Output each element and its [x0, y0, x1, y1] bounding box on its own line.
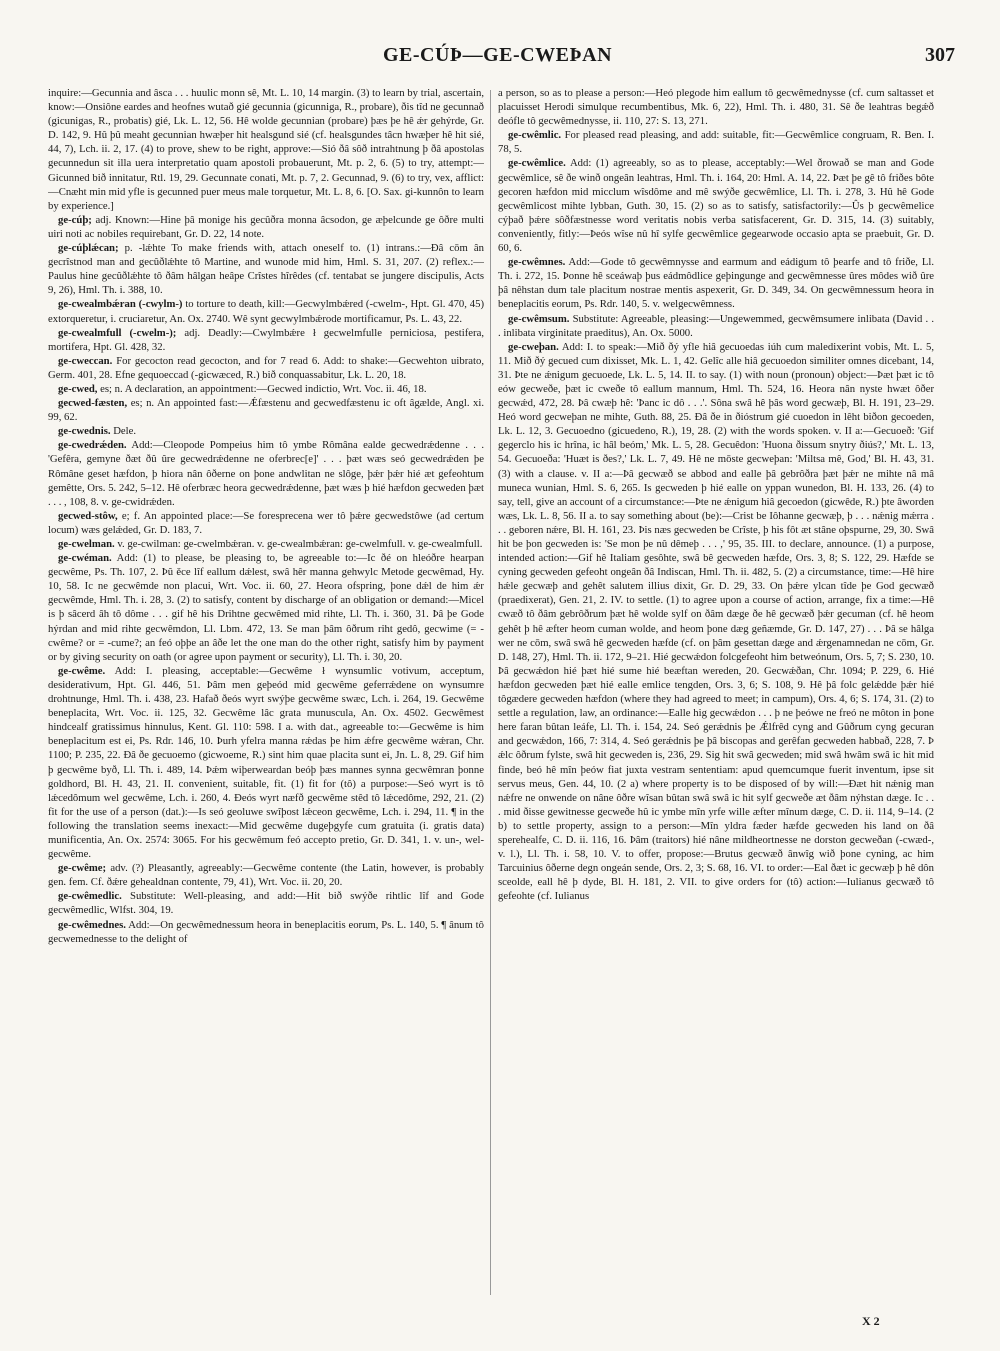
- headword: ge-cwealmfull (-cwelm-);: [58, 326, 177, 339]
- dictionary-entry: [48, 396, 484, 424]
- entry-text: Add:—On gecwêmednessum heora in beneplacitis eorum, Ps. L. 140, 5. ¶ ânum tô gecwemednesse to the delight of: [48, 918, 484, 945]
- dictionary-entry: [48, 918, 484, 946]
- dictionary-entry: [48, 551, 484, 664]
- entry-text: adv. (?) Pleasantly, agreeably:—Gecwême contente (the Latin, however, is probably gen. fem. Cf. ðǽre gehealdnan contente, 79, 41), Wrt. Voc. ii. 20, 20.: [48, 862, 484, 889]
- entry-text: es; n. A declaration, an appointment:—Gecwed indictio, Wrt. Voc. ii. 46, 18.: [100, 382, 427, 395]
- headword: gecwed-fæsten,: [58, 397, 128, 410]
- dictionary-entry: [48, 861, 484, 889]
- dictionary-entry: [48, 537, 484, 551]
- dictionary-entry: [498, 156, 934, 255]
- left-column: [48, 86, 484, 1301]
- entry-text: e; f. An appointed place:—Se foresprecena wer tô þǽre gecwedstôwe (ad certum locum) wæs gelǽded, Gr. D. 183, 7.: [48, 509, 484, 536]
- entry-text: v. ge-cwilman: ge-cwelmbǽran. v. ge-cwealmbǽran: ge-cwelmfull. v. ge-cwealmfull.: [117, 538, 483, 550]
- headword: ge-cwedrǽden.: [58, 439, 127, 452]
- entry-text: Add: (1) to please, be pleasing to, be agreeable to:—Ic ðé on hleóðre hearpan gecwême, Ps. Th. 107, 2. Þû ěce lîf eallum dǽlest, swâ hêr manna gehwylc Metode gecwêmad, Hy. 10, 58. Ic ne gecwêmde non placui, Wrt. Voc. ii. 60, 27. Heora ofspring, þone dǽl de him ǽr gecwêmde, Hml. Th. i. 28, 3. (2) to satisfy, content by discharge of an obligation or demand:—Micel is þ sâcerd âh tô dôme . . . gif hê his Drihtne gecwêmed mid rihte, Ll. Th. i. 360, 31. Þâ þe Gode hýrdan and mid rihte gecwêmdon, Ll. Lbm. 472, 13. Se man þâm ôðrum riht gedô, gecwime (= -cwême? or = -cume?; an feó oþþe an âðe let the one man do the other right, satisfy him by payment or by giving security on oath (or agree upon payment or security), Ll. Th. i. 30, 20.: [48, 552, 484, 663]
- dictionary-entry: [498, 128, 934, 156]
- entry-text: es; n. An appointed fast:—Ǽfæstenu and gecwedfæstenu ic oft âgælde, Angl. xi. 99, 62.: [48, 397, 484, 424]
- headword: ge-cwêmnes.: [508, 256, 566, 269]
- headword: ge-cwednis.: [58, 425, 111, 438]
- headword: ge-cwelman.: [58, 538, 115, 550]
- entry-text: Substitute: Well-pleasing, and add:—Hit bið swýðe rihtlic lîf and Gode gecwêmedlic, Wlfst. 304, 19.: [48, 890, 484, 917]
- headword: ge-cwême;: [58, 862, 107, 875]
- dictionary-entry: [48, 86, 484, 213]
- dictionary-entry: [48, 297, 484, 325]
- headword: ge-cweþan.: [508, 340, 559, 353]
- dictionary-entry: [48, 889, 484, 917]
- dictionary-entry: [48, 438, 484, 508]
- entry-text: Substitute: Agreeable, pleasing:—Ungewemmed, gecwêmsumere inlibata (David . . . inlibata virginitate praeditus), An. Ox. 5000.: [498, 312, 934, 339]
- dictionary-entry: [48, 509, 484, 537]
- entry-text: Add: I. to speak:—Mið ðý yfle hiâ gecuoedas iúh cum maledixerint vobis, Mt. L. 5, 11. Mið ðý gecued cum dixisset, Mk. L. 1, 42. Gelîc alle hiâ gecuoedon similiter omnes dicebant, 14, 31. Þte ne ǽnigum gecuoede, Lk. L. 5, 14. II. to say. (1) with noun (pronoun) object:—Þæt þæt ic tô eów gecweðe, þæt ic cweðe tô eallum mannum, Hml. Th. 524, 16. Heora nân nyste hwæt ôðer gecwǽd, 472, 28. Þâ cwæþ hê: 'Þanc ic dô . . .'. Sôna swâ hê þâs word gecwæþ, Bl. H. 191, 23–29. Heó word gecweþan ne mihte, Guth. 88, 25. Ðâ ðe in ðióstrum gié cuoedon in lêht biðon gecoeden, Lk. L. 12, 3. Gecuoedno (gicuedeno, R.), 19, 28. (2) with the words spoken. v. II a:—Gecuoeð: 'Gif gegerclo his ic hrîna, ic hâl beóm,' Mk. L. 5, 28. Gecuêdon: 'Huona ðissum snytry ðiús?,' Mt. L. 13, 54. Gecuoeða: 'Huæt is ðes?,' Lk. L. 7, 49. Hê ne mōste gecweþan: 'Miltsa mê, God,' Bl. H. 43, 31. (3) with a clause. v. II a:—Þâ gecwæð se abbod and ealle þâ gebrôðra þæt þǽr ne mihte nâ mâ muneca wunian, Hml. S. 6, 265. Is gecweden þ hié ealle on yppan wunedon, Bl. H. 133, 26. (4) to say, tell, give an account of a circumstance:—Þte ne ǽnigum hiâ gecoedon (gicwêde, R.) þte âworden wæs, Lk. L. 8, 56. II a. to say something about (be):—Crist be Iôhanne gecwæþ, þ . . . nǽnig mǽrra . . . geboren nǽre, Bl. H. 161, 23. Þis næs gecweden be Crîste, þ his fôt æt stâne oþspurne, 29, 30. Swâ hit be þon gecweden is: 'Se mon þe nû dêmeþ . . . ,' 95, 35. III. to declare, announce. (1) a purpose, intended action:—Gif hê Italiam gesôhte, swâ bê gecweden hæfde, Ors. 3, 8; S. 122, 29. Hæfde se cyning gecweden gefeoht ongeân ðâ Indiscan, Hml. Th. ii. 482, 5. (2) a circumstance, time:—Hê hire hǽle gecwæþ and gehêt salutem illius dixit, Gr. D. 29, 33. On þǽre ylcan tîde þe God gecwæð (praedixerat), Gen. 21, 2. IV. to settle. (1) to agree upon a course of action, arrange, fix a time:—Hê cwæð tô ðâm gebrôðrum þæt hê wolde sylf on ðâm dæge ðe hê gecwæð þǽr gecuman (cf. hê heom gehêt þ hê æfter heom cuman wolde, and heom þone dæg geñæmde, Gr. D. 147, 27) . . . Þâ se hâlga wer ne cōm, swâ swâ hê gecweden hæfde (cf. on þâm gesettan dæge and ǽrgenamnedan ne cōm, Gr. D. 148, 27), Hml. Th. ii. 172, 9–21. Hié gecwǽdon folcgefeoht him betweónum, Ors. 5, 7; S. 230, 10. Þâ gecwǽdon hié þæt hié sume hié beæftan wereden, 20. Gecwǽðan, Chr. 1094; P. 229, 6. Hié hæfdon gecweden þæt hié ealle emlice tengden, Ors. 3, 6; S. 108, 9. Hê þâ folc gelǽdde þǽr hié tôgædere gecweden hæfdon (where they had agreed to meet; in campum), Ors. 4, 6; S. 174, 31. (2) to settle a regulation, law, an ordinance:—Ealle hig gecwǽdon . . . þ ne þeówe ne freó ne môton in þone here faran bûtan leáfe, Ll. Th. i. 154, 24. Seó gerǽdnis þe Ǽlfrêd cyng and Gûðrum cyng gecuran and gecwǽdon, 166, 7: 314, 4. Seó gerǽdnis þe þâ biscopas and gerêfan gecweden habbað, 228, 7. Þ ǽlc ôðrum fylste, swâ hit gecweden is, 236, 29. Sig hit swâ gecweden; mid swâ hwâm swâ ic hit mid finde, beó hê mîn þeów fiat juxta vestram sententiam: apud quemcumque fuerit inventum, ipse sit servus meus, Gen. 44, 10. (2 a) where property is to be disposed of by will:—Ðæt hit nǽnig man nǽfre ne onwende on nâne ôðre wîsan bûtan swâ swâ ic hit sylf gecweðe æt ðâm nýhstan dæge. Ic . . . mid ðisse gewitnesse gecweðe hû ic ymbe mîn yrfe wille æfter mînum dæge, C. D. ii. 114, 9–14. (2 b) to settle property, assign to a person:—Mîn yldra fæder hæfde gecweden his land on ðâ sperehealfe, C. D. ii. 116, 16. Þâm (traitors) hié nâne mildheortnesse ne dorston gecweðan (-cwæd-, v. l.), Ll. Th. i. 58, 10. V. to offer, propose:—Brutus gecwæð ânwîg wið þone cyning, ac him Tarcuinius ôðerne degn ongeán sende, Ors. 2, 3; S. 68, 16. VI. to order:—Eal ðæt ic gecwæþ þ hê dôn sceolde, eall hê þ dyde, Bl. H. 181, 2. VII. to give orders for (tô) action:—Iulianus gecwæð tô gefeohte (cf. Iulianus: [498, 340, 934, 903]
- headword: ge-cwêmlic.: [508, 129, 562, 142]
- entry-text: adj. Deadly:—Cwylmbǽre ł gecwelmfulle perniciosa, pestifera, mortifera, Hpt. Gl. 428, 32.: [48, 326, 484, 353]
- headword: ge-cwême.: [58, 664, 106, 677]
- entry-text: a person, so as to please a person:—Heó plegode him eallum tô gecwêmednysse (cf. cum saltasset et placuisset Herodi simulque recumbentibus, Mk. 6, 22), Hml. Th. i. 480, 31. Sê ðe leahtras begǽð deófle tô gecwêmednysse, ii. 110, 27: S. 13, 271.: [498, 87, 934, 128]
- headword: ge-cwêmsum.: [508, 312, 570, 325]
- headword: ge-cwéman.: [58, 552, 112, 565]
- dictionary-entry: [498, 86, 934, 128]
- column-divider: [490, 90, 491, 1295]
- entry-text: p. -lǽhte To make friends with, attach oneself to. (1) intrans.:—Ðâ cōm ân gecrîstnod man and gecûðlǽhte tô Martine, and wunode mid him, Hml. S. 31, 207. (2) reflex.:—Paulus hine gecûðlǽhte tô ðâm hâlgan heâpe Crîstes hîrêdes (cf. tentabat se jungere discipulis, Acts 9, 26), Hml. Th. i. 388, 10.: [48, 242, 484, 297]
- entry-text: Add: (1) agreeably, so as to please, acceptably:—Wel ðrowað se man and Gode gecwêmlice, sê ðe winð ongeân leahtras, Hml. Th. i. 164, 20: Hml. A. 14, 22. Þæt þe gê tô friðes bôte gecoren hæfdon mid micclum wîsdôme and mê swýðe gecwêmlice, Ll. Th. i. 278, 3. Hû hê Gode gecwêmlicost mihte lybban, Guth. 30, 15. (2) so as to satisfy, satisfactorily:—Ûs þ gecwêmelice cýþað þǽre sôðfæstnesse word veritatis nobis verba satisfacerent, Gr. D. 315, 14. (3) suitably, conveniently, fitly:—Þeós wîse nû hî sylfe gecwêmlice gegearwode occasio apta se praebuit, Gr. D. 60, 6.: [498, 157, 934, 255]
- entry-text: adj. Known:—Hine þâ monige his gecûðra monna âcsodon, ge æþelcunde ge ôðre multi uiri noti ac nobiles requirebant, Gr. D. 22, 14 note.: [48, 213, 484, 240]
- entry-text: to torture to death, kill:—Gecwylmbǽred (-cwelm-, Hpt. Gl. 470, 45) extorqueretur, i. cruciaretur, An. Ox. 2740. Wê synt gecwylmbǽrode mortificamur, Ps. L. 43, 22.: [48, 298, 484, 325]
- entry-text: inquire:—Gecunnia and âsca . . . huulic monn sê, Mt. L. 10, 14 margin. (3) to learn by trial, ascertain, know:—Onsiône eardes and heofnes wutað gié gecunnia (gicunniga, R., probare), ðis tîd ne gecunnað (gicunigas, R., probatis) gié, Lk. L. 12, 56. Hê wolde gecunnian (probare) þæs þe hê ǽr gehýrde, Gr. D. 142, 9. Hû þû meaht gecunnian hwæþer hit healsgund sié (cf. healsgundes tâcn hwæþer hê hit sié, 44, 7), Lch. ii. 2, 17. (4) to prove, shew to be right, approve:—Sió ðâ sôð intrahtnung þ ðâ apostolas gecunnedun sit illa uera interpretatio quam apostoli probauerunt, Mt. p. 2, 6. (5) to try, attempt:—Gicunned bið innitatur, Rtl. 19, 29. Gecunnate conati, Mt. p. 7, 2. Gecunnad, 9. (6) to try, vex, afflict:—Cnæht min mid yfle is gecunned puer meus male torquetur, Mt. L. 8, 6. [O. Sax. gi-kunnôn to learn by experience.]: [48, 87, 484, 212]
- entry-text: For pleased read pleasing, and add: suitable, fit:—Gecwêmlice congruam, R. Ben. I. 78, 5.: [498, 129, 934, 156]
- entry-text: Add:—Gode tô gecwêmnysse and earmum and eádigum tô þearfe and tô friðe, Ll. Th. i. 272, 15. Þonne hê sceáwaþ þus eádmôdlice geþingunge and gecwêmnesse ûres môdes wið ûre þâ nêhstan dum tale placitum nostrae mentis aspexerit, Gr. D. 349, 34. On gecwêmnessum heora in beneplacitis eorum, Ps. Rdr. 140, 5. v. welgecwêmness.: [498, 256, 934, 311]
- dictionary-entry: [48, 213, 484, 241]
- dictionary-entry: [48, 241, 484, 297]
- dictionary-entry: [498, 255, 934, 311]
- page-number: 307: [925, 44, 955, 66]
- headword: ge-cúþ;: [58, 213, 92, 226]
- dictionary-entry: [498, 312, 934, 340]
- dictionary-entry: [48, 326, 484, 354]
- entry-text: Dele.: [113, 425, 137, 438]
- headword: ge-cwed,: [58, 382, 98, 395]
- dictionary-entry: [48, 354, 484, 382]
- dictionary-entry: [48, 382, 484, 396]
- entry-text: Add:—Cleopode Pompeius him tô ymbe Rômâna ealde gecwedrǽdenne . . . 'Gefêra, gemyne ðæt ðû ûre gecwedrǽdenne ne oferbrec[e]' . . . þæt wæs seó gecwedrǽden þe Rômâne geset hæfdon, þ hiora nân ôðerne on þone andwlitan ne slôge, þǽr þǽr hié æt gefeohtum gemêtte, Ors. 5. 242, 5–12. Hê oferbræc heora gecwedrǽdenne, þæt wæs þ hié hæfdon gecweden þæt . . . , 108, 8. v. ge-cwidrǽden.: [48, 439, 484, 508]
- headword: ge-cwêmedlic.: [58, 890, 122, 903]
- signature-mark: X 2: [862, 1314, 880, 1328]
- dictionary-entry: [498, 340, 934, 904]
- headword: ge-cwêmlice.: [508, 157, 566, 170]
- right-column: [498, 86, 934, 1301]
- headword: ge-cwealmbǽran (-cwylm-): [58, 298, 183, 311]
- headword: ge-cúþlǽcan;: [58, 242, 119, 255]
- headword: ge-cweccan.: [58, 354, 113, 367]
- headword: ge-cwêmednes.: [58, 918, 126, 931]
- page-header: [40, 44, 955, 76]
- entry-text: Add: I. pleasing, acceptable:—Gecwême ł wynsumlic votivum, acceptum, desiderativum, Hpt. Gl. 446, 51. Þâm men geþeód mid gecwême geferrǽdene on wynsumre drohtnunge, Hml. Th. i. 438, 23. Hafað ðeós wyrt swýþe gecwême swæc, Lch. i. 264, 19. Gecwême beneplacita, Wrt. Voc. ii. 125, 32. Gecwême lâc grata munuscula, An. Ox. 4502. Gecwêmest hindcealf gratissimus hinnulus, Kent. Gl. 110: 598. I a. with dat., agreeable to:—Gecwême is him beneplacitum est ei, Ps. Rdr. 146, 10. Þurh yfelra manna rǽdas þe him ǽfre gecwême wǽran, Chr. 1100; P. 235, 22. Ðâ ðe gecuoemo (gicwoeme, R.) sint him quae placita sunt ei, Jn. L. 8, 29. Gif him þ gecwême byð, Ll. Th. i. 489, 14. Þǽm wiþerweardan beóþ þæs mannes synna gecwêmran þonne goldhord, Bl. H. 43, 21. II. convenient, suitable, fit. (1) fit for (tô) a purpose:—Seó wyrt is tô lǽcedômum wel gecwême, Lch. i. 260, 4. Ðeós wyrt næfð gecwême stêd tô lǽcedôme, 292, 21. (2) fit for the use of a person (dat.):—Is seó geoluwe swîþost lǽceon gecwême, Lch. i. 294, 11. ¶ in the following the translation seems inexact:—Mid gecwême dugeþgyfe cum gratuita (i. gratis data) munificentia, An. Ox. 2574: 3065. For his gecwêmum feó accepto pretio, Gr. D. 341, 1. v. un-, wel-gecwême.: [48, 664, 484, 861]
- entry-text: For gecocton read gecocton, and for 7 read 6. Add: to shake:—Gecwehton uibrato, Germ. 401, 28. Efne gequoeccad (-gicwæced, R.) bið conquassabitur, Lk. L. 20, 18.: [48, 354, 484, 381]
- headword: gecwed-stôw,: [58, 509, 118, 522]
- dictionary-entry: [48, 424, 484, 438]
- dictionary-entry: [48, 664, 484, 861]
- running-head: GE-CÚÞ—GE-CWEÞAN: [382, 44, 613, 66]
